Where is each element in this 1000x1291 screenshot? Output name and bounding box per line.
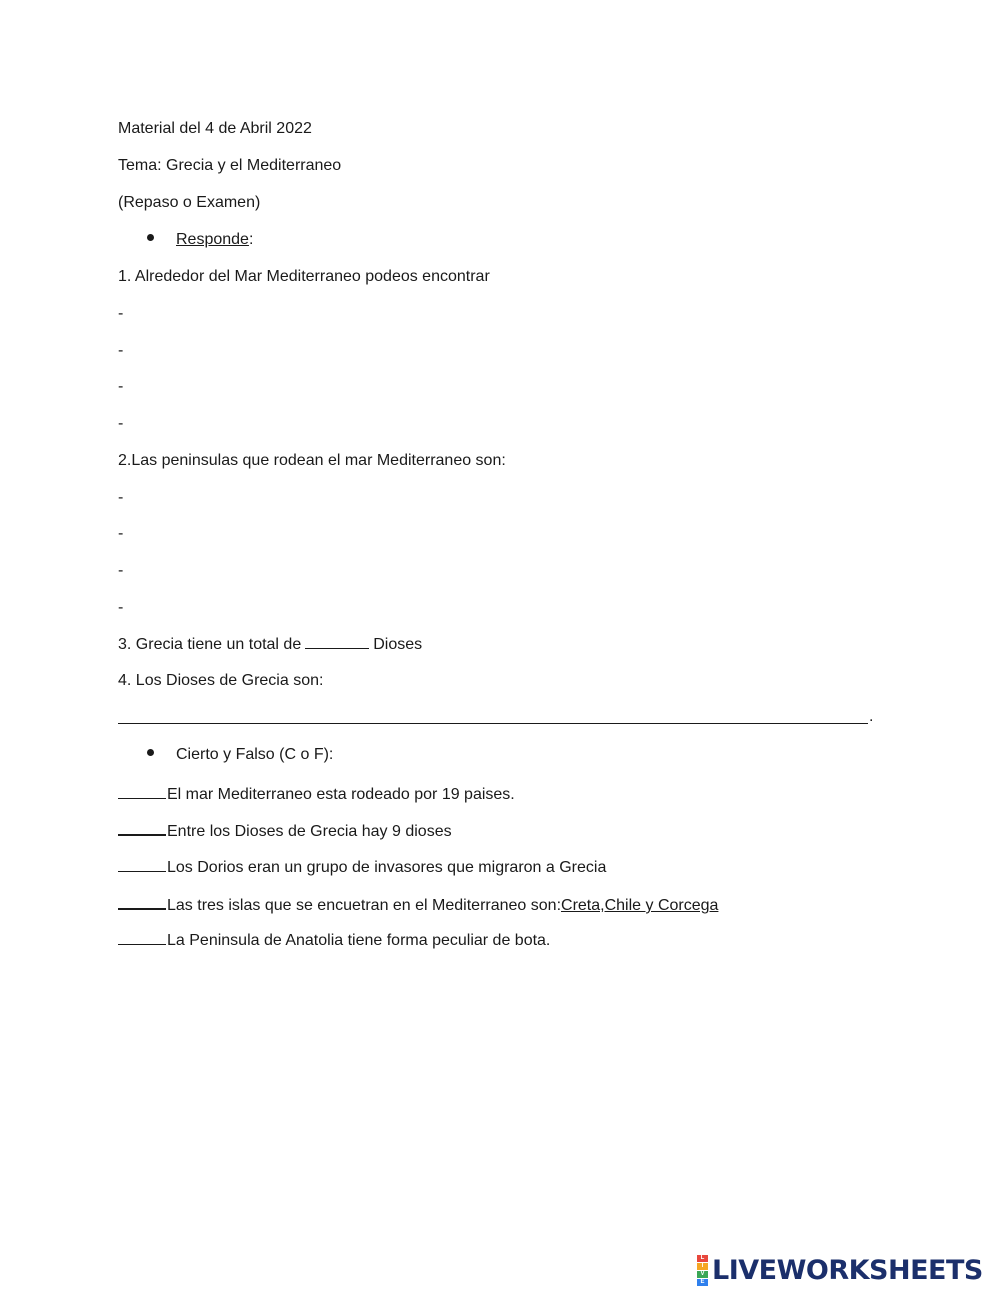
answer-dash: - [118,489,124,506]
logo-block: L [697,1255,708,1262]
tf-item [118,892,718,916]
tf-answer-blank[interactable] [118,818,166,836]
logo-text: LIVEWORKSHEETS [712,1254,983,1286]
tf-statement: Entre los Dioses de Grecia hay 9 dioses [167,823,452,840]
true-false-heading [147,745,333,765]
tf-statement: La Peninsula de Anatolia tiene forma peculiar de bota. [167,932,551,949]
tf-answer-blank[interactable] [118,928,166,945]
tf-statement-islands: Creta,Chile y Corcega [561,897,719,914]
logo-block: E [697,1279,708,1286]
tf-statement: Las tres islas que se encuetran en el Mediterraneo son: [167,897,562,914]
bullet-icon [147,234,154,241]
topic-title: Tema: Grecia y el Mediterraneo [118,157,342,174]
question-3-text: 3. Grecia tiene un total de [118,636,302,653]
question-4: 4. Los Dioses de Grecia son: [118,672,324,689]
answer-dash: - [118,562,124,579]
tf-answer-blank[interactable] [118,892,166,910]
review-note: (Repaso o Examen) [118,194,261,211]
logo-block: V [697,1271,708,1278]
bullet-icon [147,749,154,756]
answer-dash: - [118,525,124,542]
tf-statement: El mar Mediterraneo esta rodeado por 19 paises. [167,786,515,803]
logo-blocks-icon [697,1255,708,1286]
answer-dash: - [118,378,124,395]
question-3 [118,634,422,655]
answer-dash: - [118,342,124,359]
question-1: 1. Alrededor del Mar Mediterraneo podeos encontrar [118,268,490,285]
tf-statement: Los Dorios eran un grupo de invasores que migraron a Grecia [167,859,607,876]
liveworksheets-logo [697,1255,983,1285]
tf-item [118,855,606,878]
logo-block: I [697,1263,708,1270]
true-false-label: Cierto y Falso (C o F): [176,746,334,763]
question-4-answer-line[interactable] [118,723,868,724]
responde-heading [147,230,253,250]
tf-item [118,818,452,842]
responde-colon: : [248,231,254,248]
question-3-blank[interactable] [305,634,369,649]
question-3-suffix: Dioses [373,636,423,653]
question-4-period: . [869,708,874,725]
question-2: 2.Las peninsulas que rodean el mar Mediterraneo son: [118,452,506,469]
material-date: Material del 4 de Abril 2022 [118,120,312,137]
tf-item [118,782,515,805]
tf-item [118,928,550,951]
answer-dash: - [118,599,124,616]
tf-answer-blank[interactable] [118,855,166,872]
answer-dash: - [118,305,124,322]
tf-answer-blank[interactable] [118,782,166,799]
answer-dash: - [118,415,124,432]
responde-label: Responde [176,231,249,248]
